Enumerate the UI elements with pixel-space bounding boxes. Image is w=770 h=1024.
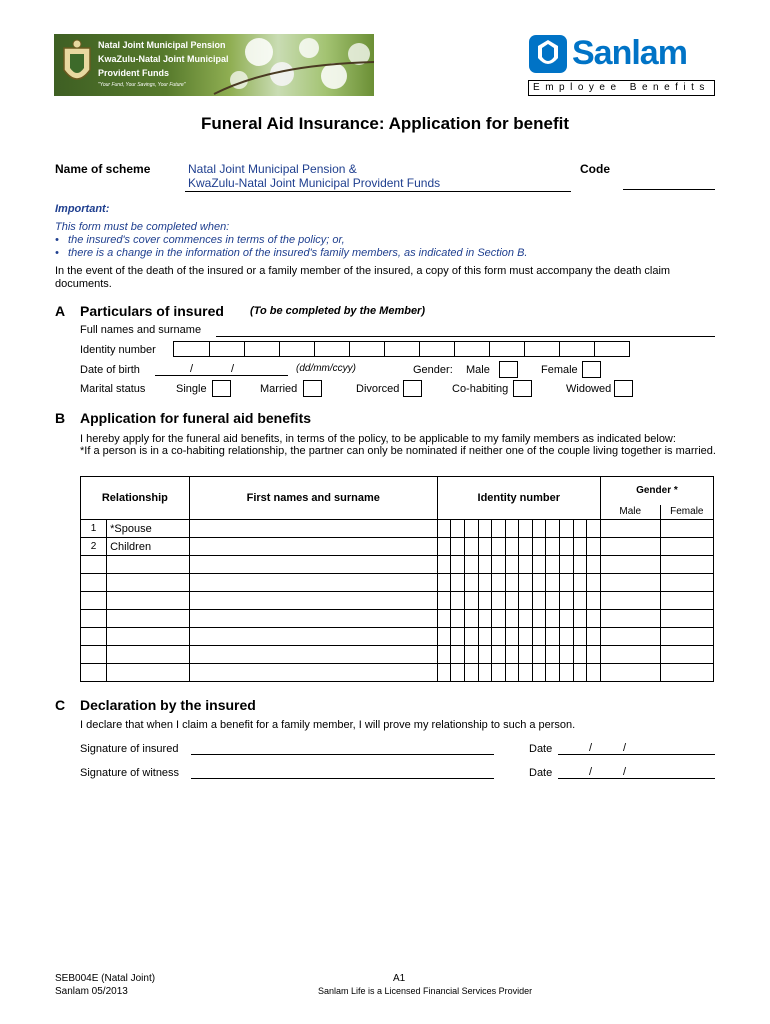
scheme-name-line2[interactable]: KwaZulu-Natal Joint Municipal Provident Funds (185, 176, 571, 192)
male-cell[interactable] (600, 574, 660, 592)
section-b-text (80, 433, 720, 457)
id-cell[interactable] (451, 556, 465, 574)
date-insured-label: Date (529, 743, 553, 755)
id-digit-box[interactable] (385, 341, 420, 357)
name-cell[interactable] (189, 574, 437, 592)
id-cell[interactable] (451, 664, 465, 682)
male-cell[interactable] (600, 610, 660, 628)
dob-slash-1: / (190, 363, 194, 375)
names-header: First names and surname (189, 477, 437, 520)
section-a-title: Particulars of insured (80, 303, 224, 319)
marital-single-checkbox[interactable] (212, 380, 231, 397)
marital-divorced-label: Divorced (356, 383, 400, 395)
row-number (81, 628, 107, 646)
male-cell[interactable] (600, 556, 660, 574)
male-cell[interactable] (600, 592, 660, 610)
dob-field[interactable] (155, 375, 288, 376)
id-cell[interactable] (464, 664, 478, 682)
id-cell[interactable] (451, 628, 465, 646)
id-cell[interactable] (546, 556, 560, 574)
id-cell[interactable] (451, 610, 465, 628)
important-bullet-2: • there is a change in the information of the insured's family members, as indicated in Section B. (55, 247, 528, 259)
important-heading: Important: (55, 203, 110, 215)
id-cell[interactable] (478, 610, 492, 628)
id-cell[interactable] (464, 574, 478, 592)
female-cell[interactable] (660, 556, 713, 574)
id-digit-box[interactable] (455, 341, 490, 357)
table-header-row (81, 477, 714, 505)
id-cell[interactable] (587, 592, 601, 610)
table-row[interactable] (81, 646, 714, 664)
row-number (81, 646, 107, 664)
id-cell[interactable] (587, 520, 601, 538)
id-cell[interactable] (505, 592, 519, 610)
banner-line-3: Provident Funds (98, 68, 170, 78)
id-cell[interactable] (587, 538, 601, 556)
id-digit-box[interactable] (173, 341, 210, 357)
id-cell[interactable] (519, 574, 533, 592)
row-number (81, 664, 107, 682)
table-row[interactable] (81, 574, 714, 592)
gender-male-label: Male (466, 364, 490, 376)
id-cell[interactable] (437, 592, 451, 610)
id-cell[interactable] (573, 628, 587, 646)
id-cell[interactable] (532, 592, 546, 610)
death-claim-note: In the event of the death of the insured or a family member of the insured, a copy of this form must accompany the death claim documents. (55, 265, 671, 290)
table-row[interactable] (81, 592, 714, 610)
id-cell[interactable] (492, 520, 506, 538)
male-cell[interactable] (600, 520, 660, 538)
female-cell[interactable] (660, 646, 713, 664)
id-cell[interactable] (451, 520, 465, 538)
marital-single-label: Single (176, 383, 207, 395)
id-cell[interactable] (492, 646, 506, 664)
table-row[interactable] (81, 628, 714, 646)
sanlam-wordmark: Sanlam (572, 34, 687, 72)
id-digit-box[interactable] (280, 341, 315, 357)
banner-line-2: KwaZulu-Natal Joint Municipal (98, 54, 229, 64)
section-c-title: Declaration by the insured (80, 697, 256, 713)
id-cell[interactable] (464, 538, 478, 556)
marital-cohabiting-label: Co-habiting (452, 383, 509, 395)
id-cell[interactable] (546, 538, 560, 556)
id-cell[interactable] (560, 646, 574, 664)
relationship-cell[interactable] (107, 574, 190, 592)
id-cell[interactable] (546, 520, 560, 538)
signature-insured-field[interactable] (191, 754, 494, 755)
id-cell[interactable] (587, 556, 601, 574)
id-cell[interactable] (519, 628, 533, 646)
id-cell[interactable] (505, 556, 519, 574)
id-cell[interactable] (437, 628, 451, 646)
declaration-text: I declare that when I claim a benefit for a family member, I will prove my relationship to such a person. (80, 719, 576, 731)
date-insured-field[interactable] (558, 754, 715, 755)
row-relationship: Children (107, 538, 190, 556)
id-cell[interactable] (587, 610, 601, 628)
id-cell[interactable] (560, 664, 574, 682)
id-digit-box[interactable] (490, 341, 525, 357)
name-cell[interactable] (189, 520, 437, 538)
bullet-text-1: the insured's cover commences in terms of the policy; or, (68, 234, 345, 246)
id-cell[interactable] (464, 556, 478, 574)
id-cell[interactable] (451, 592, 465, 610)
id-cell[interactable] (519, 610, 533, 628)
id-cell[interactable] (464, 628, 478, 646)
table-row[interactable] (81, 520, 714, 538)
id-cell[interactable] (451, 646, 465, 664)
marital-widowed-checkbox[interactable] (614, 380, 633, 397)
female-cell[interactable] (660, 520, 713, 538)
marital-status-label: Marital status (80, 383, 146, 395)
id-cell[interactable] (546, 628, 560, 646)
date-witness-slash-2: / (623, 766, 627, 778)
female-header: Female (660, 505, 713, 520)
id-cell[interactable] (519, 592, 533, 610)
footer-page-number: A1 (393, 973, 406, 984)
row-number (81, 556, 107, 574)
id-cell[interactable] (573, 520, 587, 538)
id-cell[interactable] (532, 556, 546, 574)
id-cell[interactable] (532, 628, 546, 646)
date-insured-slash-1: / (589, 742, 593, 754)
id-cell[interactable] (505, 664, 519, 682)
signature-witness-label: Signature of witness (80, 767, 180, 779)
id-digit-box[interactable] (420, 341, 455, 357)
name-cell[interactable] (189, 592, 437, 610)
id-cell[interactable] (505, 628, 519, 646)
id-cell[interactable] (464, 592, 478, 610)
dob-slash-2: / (231, 363, 235, 375)
signature-insured-label: Signature of insured (80, 743, 179, 755)
name-cell[interactable] (189, 628, 437, 646)
section-a-letter: A (55, 303, 66, 319)
banner-tagline: "Your Fund, Your Savings, Your Future" (98, 82, 186, 88)
fund-banner (54, 34, 374, 96)
id-cell[interactable] (519, 538, 533, 556)
table-row[interactable] (81, 556, 714, 574)
table-row[interactable] (81, 664, 714, 682)
relationship-cell[interactable] (107, 610, 190, 628)
id-cell[interactable] (519, 664, 533, 682)
identity-number-label: Identity number (80, 344, 156, 356)
date-witness-field[interactable] (558, 778, 715, 779)
id-cell[interactable] (532, 520, 546, 538)
id-cell[interactable] (478, 592, 492, 610)
name-cell[interactable] (189, 646, 437, 664)
date-witness-label: Date (529, 767, 553, 779)
male-header: Male (600, 505, 660, 520)
id-cell[interactable] (492, 574, 506, 592)
female-cell[interactable] (660, 664, 713, 682)
name-cell[interactable] (189, 610, 437, 628)
id-cell[interactable] (492, 556, 506, 574)
id-cell[interactable] (560, 610, 574, 628)
bullet-text-2: there is a change in the information of the insured's family members, as indicated in Section B. (68, 247, 528, 259)
gender-female-label: Female (541, 364, 578, 376)
employee-benefits-label: Employee Benefits (528, 80, 715, 96)
sanlam-shield-icon (528, 34, 568, 74)
id-digit-box[interactable] (245, 341, 280, 357)
coat-of-arms-icon (60, 38, 94, 92)
id-cell[interactable] (478, 520, 492, 538)
id-cell[interactable] (451, 538, 465, 556)
id-cell[interactable] (532, 538, 546, 556)
id-cell[interactable] (437, 574, 451, 592)
id-cell[interactable] (573, 574, 587, 592)
gender-female-checkbox[interactable] (582, 361, 601, 378)
id-cell[interactable] (437, 556, 451, 574)
female-cell[interactable] (660, 538, 713, 556)
gender-label: Gender: (413, 364, 453, 376)
id-cell[interactable] (587, 574, 601, 592)
id-cell[interactable] (464, 646, 478, 664)
name-cell[interactable] (189, 664, 437, 682)
relationship-cell[interactable] (107, 664, 190, 682)
full-names-label: Full names and surname (80, 324, 202, 336)
identity-number-boxes[interactable] (173, 341, 630, 356)
section-a-subtitle: (To be completed by the Member) (250, 305, 426, 317)
id-cell[interactable] (573, 646, 587, 664)
id-cell[interactable] (573, 592, 587, 610)
id-cell[interactable] (492, 610, 506, 628)
row-number: 2 (81, 538, 107, 556)
id-cell[interactable] (505, 574, 519, 592)
id-cell[interactable] (546, 664, 560, 682)
id-cell[interactable] (587, 628, 601, 646)
id-cell[interactable] (560, 628, 574, 646)
female-cell[interactable] (660, 592, 713, 610)
id-cell[interactable] (437, 610, 451, 628)
id-cell[interactable] (437, 664, 451, 682)
signature-witness-field[interactable] (191, 778, 494, 779)
relationship-cell[interactable] (107, 628, 190, 646)
female-cell[interactable] (660, 610, 713, 628)
id-cell[interactable] (532, 574, 546, 592)
id-cell[interactable] (532, 610, 546, 628)
id-cell[interactable] (519, 646, 533, 664)
id-cell[interactable] (519, 520, 533, 538)
id-cell[interactable] (532, 646, 546, 664)
relationship-cell[interactable] (107, 646, 190, 664)
sanlam-logo (528, 34, 716, 96)
id-digit-box[interactable] (210, 341, 245, 357)
id-cell[interactable] (560, 574, 574, 592)
dob-format-hint: (dd/mm/ccyy) (296, 363, 356, 374)
id-cell[interactable] (587, 664, 601, 682)
important-bullet-1: • the insured's cover commences in terms of the policy; or, (55, 234, 345, 246)
id-cell[interactable] (492, 538, 506, 556)
id-cell[interactable] (546, 592, 560, 610)
identity-header: Identity number (437, 477, 600, 520)
id-cell[interactable] (560, 592, 574, 610)
id-cell[interactable] (587, 646, 601, 664)
footer-revision-date: Sanlam 05/2013 (55, 986, 128, 997)
id-digit-box[interactable] (560, 341, 595, 357)
id-cell[interactable] (532, 664, 546, 682)
id-cell[interactable] (505, 538, 519, 556)
section-b-text-1: I hereby apply for the funeral aid benefits, in terms of the policy, to be applicable to my family members as indicated below: (80, 433, 676, 445)
id-cell[interactable] (492, 664, 506, 682)
id-cell[interactable] (437, 538, 451, 556)
id-cell[interactable] (519, 556, 533, 574)
id-cell[interactable] (451, 574, 465, 592)
male-cell[interactable] (600, 538, 660, 556)
row-relationship: *Spouse (107, 520, 190, 538)
id-cell[interactable] (492, 592, 506, 610)
marital-married-checkbox[interactable] (303, 380, 322, 397)
row-number: 1 (81, 520, 107, 538)
id-cell[interactable] (478, 556, 492, 574)
id-cell[interactable] (546, 574, 560, 592)
date-insured-slash-2: / (623, 742, 627, 754)
id-digit-box[interactable] (315, 341, 350, 357)
marital-divorced-checkbox[interactable] (403, 380, 422, 397)
date-witness-slash-1: / (589, 766, 593, 778)
id-cell[interactable] (478, 664, 492, 682)
id-cell[interactable] (505, 520, 519, 538)
id-cell[interactable] (437, 646, 451, 664)
page-title: Funeral Aid Insurance: Application for benefit (200, 114, 570, 133)
id-cell[interactable] (573, 556, 587, 574)
id-cell[interactable] (492, 628, 506, 646)
banner-line-1: Natal Joint Municipal Pension (98, 40, 226, 50)
relationship-header: Relationship (81, 477, 190, 520)
id-digit-box[interactable] (350, 341, 385, 357)
male-cell[interactable] (600, 628, 660, 646)
id-cell[interactable] (546, 646, 560, 664)
dob-label: Date of birth (80, 364, 140, 376)
footer-form-code: SEB004E (Natal Joint) (55, 973, 156, 984)
table-row[interactable] (81, 610, 714, 628)
section-c-letter: C (55, 697, 66, 713)
id-cell[interactable] (573, 538, 587, 556)
id-cell[interactable] (546, 610, 560, 628)
row-number (81, 610, 107, 628)
marital-married-label: Married (260, 383, 298, 395)
id-cell[interactable] (478, 646, 492, 664)
name-cell[interactable] (189, 538, 437, 556)
code-field[interactable] (623, 189, 715, 190)
id-cell[interactable] (560, 520, 574, 538)
gender-header: Gender * (600, 477, 713, 505)
code-label: Code (580, 162, 610, 176)
id-cell[interactable] (478, 574, 492, 592)
section-b-title: Application for funeral aid benefits (80, 410, 312, 426)
id-cell[interactable] (560, 556, 574, 574)
row-number (81, 592, 107, 610)
scheme-label: Name of scheme (55, 162, 151, 176)
id-cell[interactable] (573, 664, 587, 682)
important-intro: This form must be completed when: (55, 221, 230, 233)
scheme-name-line1: Natal Joint Municipal Pension & (188, 162, 357, 176)
gender-male-checkbox[interactable] (499, 361, 518, 378)
female-cell[interactable] (660, 574, 713, 592)
id-cell[interactable] (505, 646, 519, 664)
section-b-letter: B (55, 410, 66, 426)
name-cell[interactable] (189, 556, 437, 574)
female-cell[interactable] (660, 628, 713, 646)
id-cell[interactable] (573, 610, 587, 628)
id-cell[interactable] (560, 538, 574, 556)
full-names-field[interactable] (216, 336, 715, 337)
marital-cohabiting-checkbox[interactable] (513, 380, 532, 397)
male-cell[interactable] (600, 646, 660, 664)
section-b-text-2: *If a person is in a co-habiting relationship, the partner can only be nominated if neither one of the couple living together is married. (80, 445, 716, 457)
relationship-cell[interactable] (107, 592, 190, 610)
id-digit-box[interactable] (525, 341, 560, 357)
row-number (81, 574, 107, 592)
id-cell[interactable] (464, 520, 478, 538)
id-cell[interactable] (437, 520, 451, 538)
id-cell[interactable] (505, 610, 519, 628)
id-digit-box[interactable] (595, 341, 630, 357)
marital-widowed-label: Widowed (566, 383, 612, 395)
id-cell[interactable] (478, 538, 492, 556)
footer-licence-text: Sanlam Life is a Licensed Financial Services Provider (318, 986, 533, 996)
id-cell[interactable] (478, 628, 492, 646)
id-cell[interactable] (464, 610, 478, 628)
male-cell[interactable] (600, 664, 660, 682)
relationship-cell[interactable] (107, 556, 190, 574)
table-row[interactable] (81, 538, 714, 556)
beneficiaries-table (80, 476, 714, 682)
